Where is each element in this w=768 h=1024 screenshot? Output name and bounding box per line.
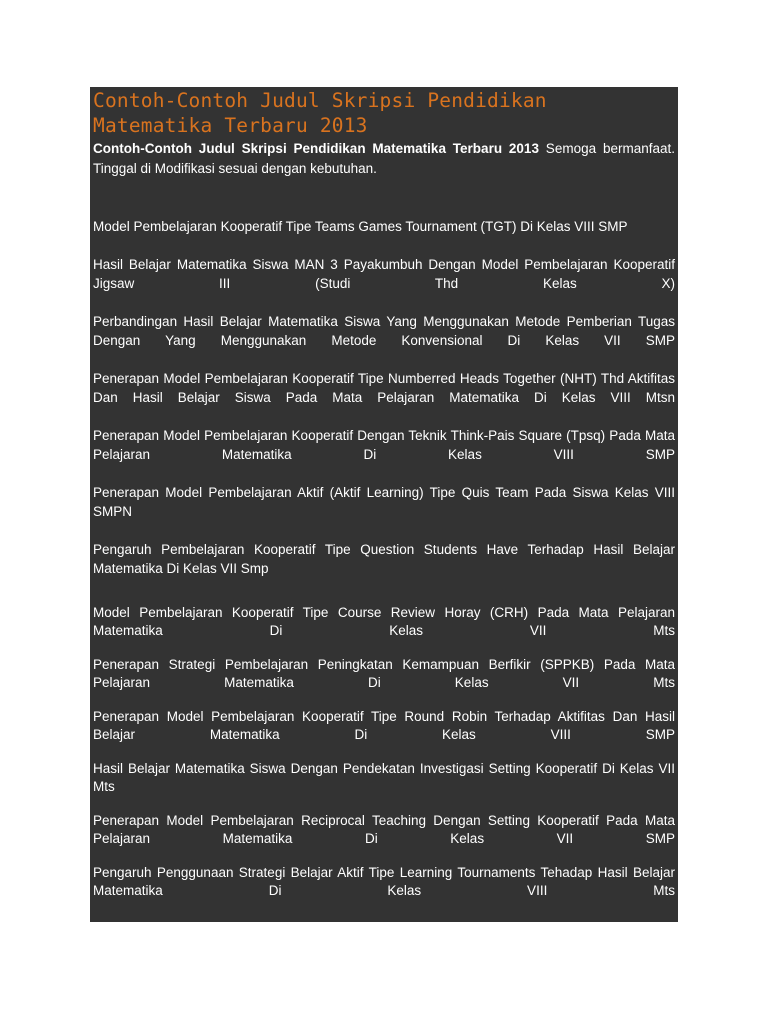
list-item: Hasil Belajar Matematika Siswa Dengan Pendekatan Investigasi Setting Kooperatif Di Kelas VII Mts (93, 761, 675, 794)
list-item: Penerapan Model Pembelajaran Kooperatif Tipe Numberred Heads Together (NHT) Thd Aktifitas Dan Hasil Belajar Siswa Pada Mata Pelajaran Matematika Di Kelas VIII Mtsn (93, 371, 675, 405)
list-item: Penerapan Model Pembelajaran Aktif (Aktif Learning) Tipe Quis Team Pada Siswa Kelas VIII SMPN (93, 485, 675, 519)
list-item: Model Pembelajaran Kooperatif Tipe Course Review Horay (CRH) Pada Mata Pelajaran Matematika Di Kelas VII Mts (93, 605, 675, 638)
list-item: Model Pembelajaran Kooperatif Tipe Teams Games Tournament (TGT) Di Kelas VIII SMP (93, 219, 628, 234)
intro-text: Semoga bermanfaat. Tinggal di Modifikasi sesuai dengan kebutuhan. (93, 141, 675, 176)
document-title: Contoh-Contoh Judul Skripsi Pendidikan Matematika Terbaru 2013 (93, 89, 547, 137)
list-item: Penerapan Strategi Pembelajaran Peningkatan Kemampuan Berfikir (SPPKB) Pada Mata Pelajaran Matematika Di Kelas VII Mts (93, 657, 675, 690)
list-item: Penerapan Model Pembelajaran Kooperatif Dengan Teknik Think-Pais Square (Tpsq) Pada Mata Pelajaran Matematika Di Kelas VIII SMP (93, 428, 675, 462)
thesis-title-list (93, 217, 675, 900)
list-item: Hasil Belajar Matematika Siswa MAN 3 Payakumbuh Dengan Model Pembelajaran Kooperatif Jigsaw III (Studi Thd Kelas X) (93, 257, 675, 291)
intro-bold-title: Contoh-Contoh Judul Skripsi Pendidikan Matematika Terbaru 2013 (93, 141, 539, 156)
list-item: Pengaruh Pembelajaran Kooperatif Tipe Question Students Have Terhadap Hasil Belajar Matematika Di Kelas VII Smp (93, 542, 675, 576)
list-item: Penerapan Model Pembelajaran Kooperatif Tipe Round Robin Terhadap Aktifitas Dan Hasil Belajar Matematika Di Kelas VIII SMP (93, 709, 675, 742)
document-panel (90, 87, 678, 922)
list-item: Pengaruh Penggunaan Strategi Belajar Aktif Tipe Learning Tournaments Tehadap Hasil Belajar Matematika Di Kelas VIII Mts (93, 865, 675, 898)
intro-paragraph (93, 139, 675, 179)
list-item: Penerapan Model Pembelajaran Reciprocal Teaching Dengan Setting Kooperatif Pada Mata Pelajaran Matematika Di Kelas VII SMP (93, 813, 675, 846)
list-item: Perbandingan Hasil Belajar Matematika Siswa Yang Menggunakan Metode Pemberian Tugas Dengan Yang Menggunakan Metode Konvensional Di Kelas VII SMP (93, 314, 675, 348)
